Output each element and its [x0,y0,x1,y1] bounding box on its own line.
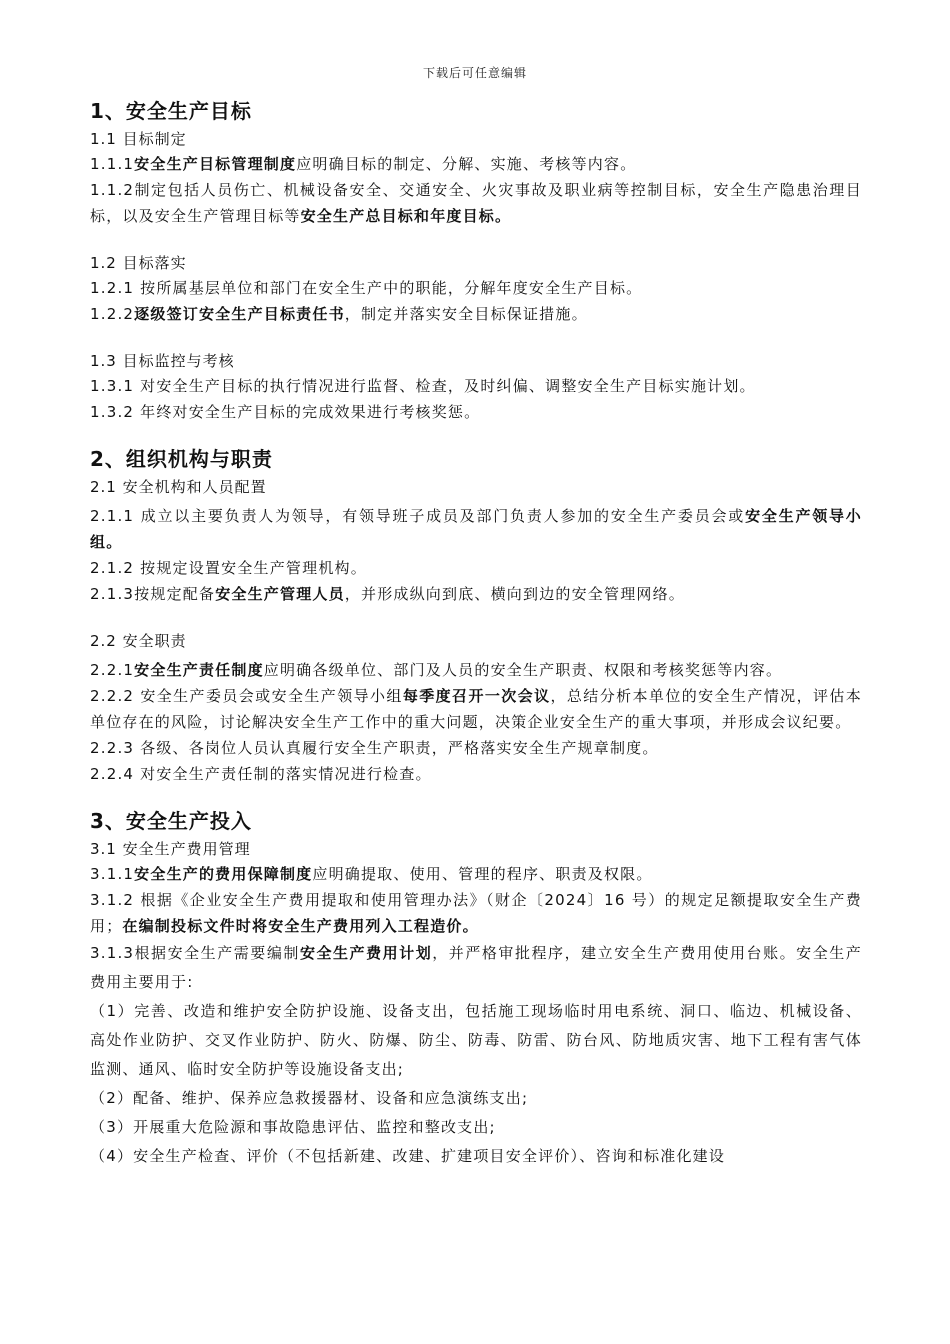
clause-text: 按规定配备 [134,585,216,603]
bold-term: 逐级签订安全生产目标责任书 [134,305,345,323]
clause-text: 应明确目标的制定、分解、实施、考核等内容。 [296,155,637,173]
clause-2-2-1 [90,657,862,683]
clause-1-2-1: 1.2.1 按所属基层单位和部门在安全生产中的职能，分解年度安全生产目标。 [90,279,643,297]
subsection-2-2-title: 2.2 安全职责 [90,632,187,650]
list-item-3: （3）开展重大危险源和事故隐患评估、监控和整改支出; [90,1118,496,1136]
clause-1-3-1: 1.3.1 对安全生产目标的执行情况进行监督、检查，及时纠偏、调整安全生产目标实施计划。 [90,377,756,395]
clause-2-2-3: 2.2.3 各级、各岗位人员认真履行安全生产职责，严格落实安全生产规章制度。 [90,739,659,757]
bold-term: 安全生产费用计划 [299,944,433,962]
clause-text: 3.1.2 根据《企业安全生产费用提取和使用管理办法》（财企〔2024〕16 号）的规定足额提取安全生产费用； [90,891,862,935]
bold-term: 安全生产管理人员 [215,585,345,603]
clause-text: ，并严格审批程序，建立安全生产费用使用台账。安全生产费用主要用于: [90,944,862,991]
bold-term: 安全生产目标管理制度 [134,155,297,173]
clause-text: ，总结分析本单位的安全生产情况，评估本单位存在的风险，讨论解决安全生产工作中的重大问题，决策企业安全生产的重大事项，并形成会议纪要。 [90,687,862,731]
subsection-3-1-title: 3.1 安全生产费用管理 [90,840,251,858]
subsection-1-3-title: 1.3 目标监控与考核 [90,352,235,370]
clause-text: 2.1.1 成立以主要负责人为领导，有领导班子成员及部门负责人参加的安全生产委员会或 [90,507,746,525]
clause-2-1-2: 2.1.2 按规定设置安全生产管理机构。 [90,559,367,577]
clause-2-2-2 [90,683,862,735]
bold-term: 安全生产总目标和年度目标。 [300,207,512,225]
list-item-4: （4）安全生产检查、评价（不包括新建、改建、扩建项目安全评价）、咨询和标准化建设 [90,1147,726,1165]
section-1-title: 1、安全生产目标 [90,99,252,123]
clause-text: 根据安全生产需要编制 [134,944,300,962]
clause-text: ，并形成纵向到底、横向到边的安全管理网络。 [344,585,685,603]
clause-1-1-1 [90,151,862,177]
clause-2-2-4: 2.2.4 对安全生产责任制的落实情况进行检查。 [90,765,432,783]
subsection-2-1-title: 2.1 安全机构和人员配置 [90,478,267,496]
clause-number: 2.2.1 [90,661,135,679]
list-item-2: （2）配备、维护、保养应急救援器材、设备和应急演练支出; [90,1089,529,1107]
clause-number: 1.1.1 [90,155,135,173]
clause-1-3-2: 1.3.2 年终对安全生产目标的完成效果进行考核奖惩。 [90,403,481,421]
subsection-1-2-title: 1.2 目标落实 [90,254,187,272]
clause-number: 2.1.3 [90,585,135,603]
bold-term: 每季度召开一次会议 [402,687,551,705]
clause-1-1-2 [90,177,862,229]
bold-term: 安全生产领导小组。 [90,507,863,551]
bold-term: 安全生产的费用保障制度 [134,865,313,883]
clause-number: 1.1.2 [90,181,135,199]
list-item-1: （1）完善、改造和维护安全防护设施、设备支出，包括施工现场临时用电系统、洞口、临边、机械设备、高处作业防护、交叉作业防护、防火、防爆、防尘、防毒、防雷、防台风、防地质灾害、地下工程有害气体监测、通风、临时安全防护等设施设备支出; [90,1002,862,1078]
section-3-title: 3、安全生产投入 [90,809,252,833]
bold-term: 安全生产责任制度 [134,661,264,679]
clause-3-1-2 [90,887,862,939]
clause-text: 制定包括人员伤亡、机械设备安全、交通安全、火灾事故及职业病等控制目标，安全生产隐患治理目标，以及安全生产管理目标等 [90,181,862,225]
clause-text: ，制定并落实安全目标保证措施。 [344,305,588,323]
clause-number: 3.1.1 [90,865,135,883]
clause-number: 1.2.2 [90,305,135,323]
clause-text: 应明确各级单位、部门及人员的安全生产职责、权限和考核奖惩等内容。 [263,661,783,679]
bold-term: 在编制投标文件时将安全生产费用列入工程造价。 [122,917,479,935]
section-2-title: 2、组织机构与职责 [90,447,273,471]
document-body [90,95,862,1171]
subsection-1-1-title: 1.1 目标制定 [90,130,187,148]
clause-number: 3.1.3 [90,944,135,962]
clause-text: 应明确提取、使用、管理的程序、职责及权限。 [312,865,653,883]
clause-text: 2.2.2 安全生产委员会或安全生产领导小组 [90,687,403,705]
clause-3-1-1 [90,861,862,887]
clause-2-1-1 [90,503,862,555]
clause-2-1-3 [90,581,862,607]
clause-1-2-2 [90,301,862,327]
page-header-note: 下载后可任意编辑 [422,66,527,80]
clause-3-1-3 [90,939,862,997]
